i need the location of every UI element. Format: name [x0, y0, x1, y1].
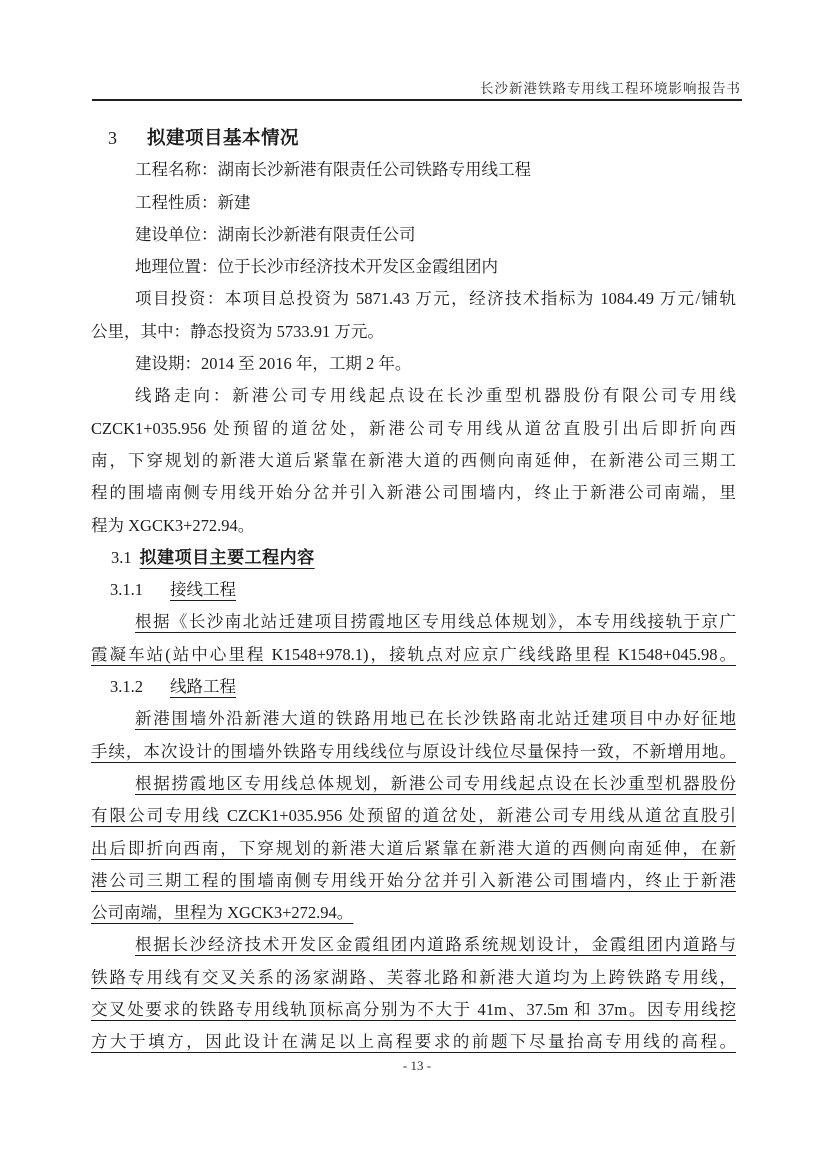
text-line: 霞凝车站(站中心里程 K1548+978.1)，接轨点对应京广线线路里程 K1548+045.98。: [91, 644, 736, 664]
text-line: 建设单位：湖南长沙新港有限责任公司: [135, 224, 416, 244]
running-header-title: 长沙新港铁路专用线工程环境影响报告书: [480, 81, 741, 96]
text-line: 工程名称：湖南长沙新港有限责任公司铁路专用线工程: [135, 160, 531, 180]
text-line: 出后即折向西南，下穿规划的新港大道后紧靠在新港大道的西侧向南延伸，在新: [91, 838, 736, 858]
paragraph-investment: [91, 283, 736, 348]
paragraph-construction-period: [91, 348, 736, 380]
text-line: 根据捞霞地区专用线总体规划，新港公司专用线起点设在长沙重型机器股份: [135, 773, 736, 793]
text-line: 地理位置：位于长沙市经济技术开发区金霞组团内: [135, 257, 498, 277]
section-3-1-2-heading: [91, 671, 736, 703]
text-line: CZCK1+035.956 处预留的道岔处，新港公司专用线从道岔直股引出后即折向西: [91, 418, 736, 438]
text-line: 程的围墙南侧专用线开始分岔并引入新港公司围墙内，终止于新港公司南端，里: [91, 483, 736, 503]
text-line: 线路走向：新港公司专用线起点设在长沙重型机器股份有限公司专用线: [135, 386, 736, 406]
text-line: 手续，本次设计的围墙外铁路专用线线位与原设计线位尽量保持一致，不新增用地。: [91, 741, 736, 761]
section-3-title: 拟建项目基本情况: [147, 127, 300, 148]
text-line: 南，下穿规划的新港大道后紧靠在新港大道的西侧向南延伸，在新港公司三期工: [91, 450, 736, 470]
paragraph-line-works-2: [91, 768, 736, 929]
text-line: 方大于填方，因此设计在满足以上高程要求的前题下尽量抬高专用线的高程。: [91, 1032, 736, 1052]
text-line: 公里，其中：静态投资为 5733.91 万元。: [91, 321, 384, 341]
paragraph-project-nature: [91, 187, 736, 219]
section-3-number: 3: [108, 128, 117, 148]
text-line: 根据长沙经济技术开发区金霞组团内道路系统规划设计，金霞组团内道路与: [135, 935, 736, 955]
section-3-1-1-number: 3.1.1: [110, 580, 143, 600]
paragraph-connection-works: [91, 606, 736, 671]
text-line: 程为 XGCK3+272.94。: [91, 515, 255, 535]
section-3-1-title: 拟建项目主要工程内容: [139, 547, 315, 567]
text-line: 公司南端，里程为 XGCK3+272.94。: [91, 903, 354, 923]
section-3-1-heading: [91, 542, 736, 574]
text-line: 新港围墙外沿新港大道的铁路用地已在长沙铁路南北站迁建项目中办好征地: [135, 709, 736, 729]
paragraph-location: [91, 251, 736, 283]
text-line: 建设期：2014 至 2016 年，工期 2 年。: [135, 354, 412, 374]
paragraph-route-direction: [91, 380, 736, 541]
section-3-1-1-title: 接线工程: [170, 580, 236, 600]
paragraph-project-name: [91, 154, 736, 186]
text-line: 工程性质：新建: [135, 192, 251, 212]
section-3-1-2-title: 线路工程: [170, 677, 236, 697]
text-line: 港公司三期工程的围墙南侧专用线开始分岔并引入新港公司围墙内，终止于新港: [91, 870, 736, 890]
text-line: 铁路专用线有交叉关系的汤家湖路、芙蓉北路和新港大道均为上跨铁路专用线，: [91, 967, 736, 987]
page-number: - 13 -: [402, 1058, 432, 1073]
text-line: 有限公司专用线 CZCK1+035.956 处预留的道岔处，新港公司专用线从道岔直股引: [91, 806, 736, 826]
paragraph-line-works-1: [91, 703, 736, 768]
section-3-heading: [91, 122, 736, 154]
paragraph-line-works-3: [91, 929, 736, 1058]
text-line: 项目投资：本项目总投资为 5871.43 万元，经济技术指标为 1084.49 万元/铺轨: [135, 289, 736, 309]
section-3-1-2-number: 3.1.2: [110, 677, 143, 697]
section-3-1-number: 3.1: [111, 547, 132, 567]
header-rule: [92, 99, 742, 101]
text-line: 根据《长沙南北站迁建项目捞霞地区专用线总体规划》，本专用线接轨于京广: [135, 612, 736, 632]
section-3-1-1-heading: [91, 574, 736, 606]
text-line: 交叉处要求的铁路专用线轨顶标高分别为不大于 41m、37.5m 和 37m。因专用线挖: [91, 1000, 736, 1020]
paragraph-construction-unit: [91, 219, 736, 251]
document-body: [91, 122, 736, 1059]
